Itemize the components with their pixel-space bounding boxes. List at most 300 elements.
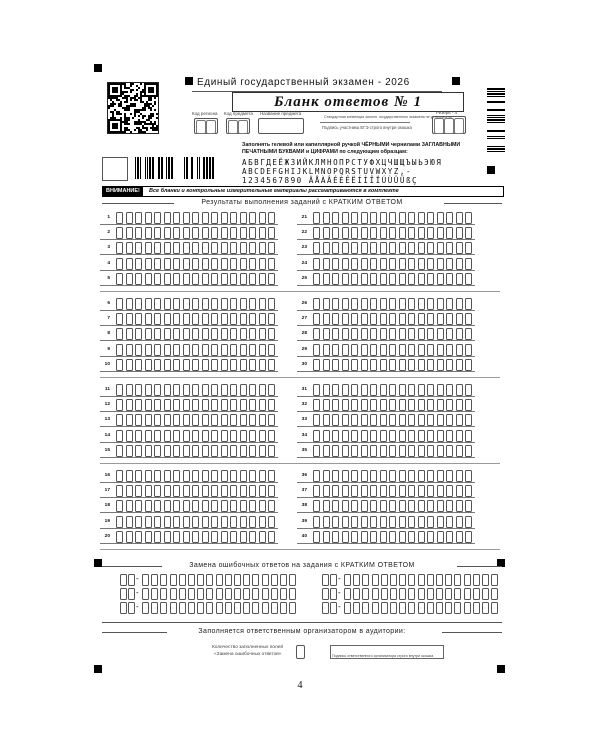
replacement-cell[interactable] — [289, 588, 296, 600]
answer-cell[interactable] — [342, 273, 349, 285]
answer-cell[interactable] — [323, 359, 330, 371]
answer-cell[interactable] — [465, 273, 472, 285]
answer-cell[interactable] — [135, 212, 142, 224]
answer-cell[interactable] — [427, 313, 434, 325]
answer-cell[interactable] — [465, 359, 472, 371]
answer-cell[interactable] — [192, 399, 199, 411]
answer-cell[interactable] — [437, 500, 444, 512]
answer-cell[interactable] — [342, 344, 349, 356]
answer-cell[interactable] — [456, 273, 463, 285]
answer-cell[interactable] — [313, 531, 320, 543]
answer-cell[interactable] — [268, 227, 275, 239]
answer-cell[interactable] — [418, 273, 425, 285]
answer-cell[interactable] — [126, 414, 133, 426]
replacement-cell[interactable] — [390, 588, 397, 600]
replacement-cell[interactable] — [353, 588, 360, 600]
answer-cell[interactable] — [268, 273, 275, 285]
answer-cell[interactable] — [408, 500, 415, 512]
answer-cell[interactable] — [268, 500, 275, 512]
answer-cell[interactable] — [399, 359, 406, 371]
answer-cell[interactable] — [221, 399, 228, 411]
answer-cell[interactable] — [230, 242, 237, 254]
answer-cell[interactable] — [437, 384, 444, 396]
answer-cell[interactable] — [427, 531, 434, 543]
answer-cell[interactable] — [183, 516, 190, 528]
answer-cell[interactable] — [427, 399, 434, 411]
answer-cell[interactable] — [173, 298, 180, 310]
answer-cell[interactable] — [268, 359, 275, 371]
answer-cell[interactable] — [389, 258, 396, 270]
answer-cell[interactable] — [370, 445, 377, 457]
answer-cell[interactable] — [313, 500, 320, 512]
answer-cell[interactable] — [418, 430, 425, 442]
answer-cell[interactable] — [351, 500, 358, 512]
answer-cell[interactable] — [380, 531, 387, 543]
answer-cell[interactable] — [145, 273, 152, 285]
answer-cell[interactable] — [323, 273, 330, 285]
replacement-cell[interactable] — [399, 602, 406, 614]
answer-cell[interactable] — [173, 430, 180, 442]
answer-cell[interactable] — [116, 227, 123, 239]
answer-cell[interactable] — [427, 516, 434, 528]
answer-cell[interactable] — [465, 258, 472, 270]
answer-cell[interactable] — [342, 430, 349, 442]
replacement-cell[interactable] — [418, 588, 425, 600]
answer-cell[interactable] — [380, 227, 387, 239]
answer-cell[interactable] — [456, 227, 463, 239]
answer-cell[interactable] — [202, 470, 209, 482]
answer-cell[interactable] — [202, 212, 209, 224]
answer-cell[interactable] — [240, 445, 247, 457]
answer-cell[interactable] — [332, 516, 339, 528]
answer-cell[interactable] — [342, 242, 349, 254]
answer-cell[interactable] — [465, 212, 472, 224]
answer-cell[interactable] — [230, 445, 237, 457]
answer-cell[interactable] — [268, 531, 275, 543]
answer-cell[interactable] — [380, 273, 387, 285]
answer-cell[interactable] — [456, 531, 463, 543]
answer-cell[interactable] — [437, 273, 444, 285]
answer-cell[interactable] — [399, 384, 406, 396]
answer-cell[interactable] — [437, 227, 444, 239]
answer-cell[interactable] — [221, 445, 228, 457]
answer-cell[interactable] — [164, 531, 171, 543]
answer-cell[interactable] — [173, 273, 180, 285]
answer-cell[interactable] — [154, 516, 161, 528]
answer-cell[interactable] — [418, 227, 425, 239]
answer-cell[interactable] — [249, 384, 256, 396]
answer-cell[interactable] — [437, 485, 444, 497]
answer-cell[interactable] — [116, 328, 123, 340]
answer-cell[interactable] — [427, 328, 434, 340]
replacement-number-cell[interactable] — [128, 574, 135, 586]
answer-cell[interactable] — [268, 328, 275, 340]
answer-cell[interactable] — [202, 242, 209, 254]
answer-cell[interactable] — [154, 242, 161, 254]
answer-cell[interactable] — [240, 531, 247, 543]
answer-cell[interactable] — [126, 500, 133, 512]
answer-cell[interactable] — [313, 258, 320, 270]
answer-cell[interactable] — [183, 212, 190, 224]
answer-cell[interactable] — [361, 242, 368, 254]
answer-cell[interactable] — [116, 344, 123, 356]
replacement-cell[interactable] — [445, 588, 452, 600]
replacement-cell[interactable] — [399, 588, 406, 600]
answer-cell[interactable] — [427, 445, 434, 457]
answer-cell[interactable] — [456, 359, 463, 371]
answer-cell[interactable] — [370, 227, 377, 239]
answer-cell[interactable] — [173, 344, 180, 356]
answer-cell[interactable] — [399, 531, 406, 543]
answer-cell[interactable] — [370, 430, 377, 442]
replacement-cell[interactable] — [381, 602, 388, 614]
replacement-cell[interactable] — [408, 574, 415, 586]
replacement-number-cell[interactable] — [322, 602, 329, 614]
answer-cell[interactable] — [173, 445, 180, 457]
answer-cell[interactable] — [192, 384, 199, 396]
replacement-cell[interactable] — [289, 602, 296, 614]
answer-cell[interactable] — [427, 212, 434, 224]
answer-cell[interactable] — [164, 384, 171, 396]
replacement-cell[interactable] — [482, 574, 489, 586]
answer-cell[interactable] — [323, 500, 330, 512]
answer-cell[interactable] — [380, 328, 387, 340]
answer-cell[interactable] — [332, 414, 339, 426]
answer-cell[interactable] — [202, 445, 209, 457]
answer-cell[interactable] — [456, 344, 463, 356]
answer-cell[interactable] — [313, 227, 320, 239]
answer-cell[interactable] — [408, 531, 415, 543]
answer-cell[interactable] — [154, 414, 161, 426]
answer-cell[interactable] — [221, 516, 228, 528]
answer-cell[interactable] — [465, 414, 472, 426]
answer-cell[interactable] — [418, 328, 425, 340]
answer-cell[interactable] — [211, 212, 218, 224]
answer-cell[interactable] — [192, 500, 199, 512]
answer-cell[interactable] — [154, 298, 161, 310]
answer-cell[interactable] — [389, 516, 396, 528]
answer-cell[interactable] — [230, 328, 237, 340]
answer-cell[interactable] — [211, 399, 218, 411]
answer-cell[interactable] — [351, 298, 358, 310]
answer-cell[interactable] — [154, 344, 161, 356]
replacement-cell[interactable] — [362, 574, 369, 586]
answer-cell[interactable] — [332, 258, 339, 270]
answer-cell[interactable] — [361, 359, 368, 371]
answer-cell[interactable] — [380, 500, 387, 512]
answer-cell[interactable] — [268, 242, 275, 254]
answer-cell[interactable] — [211, 384, 218, 396]
answer-cell[interactable] — [389, 485, 396, 497]
answer-cell[interactable] — [135, 500, 142, 512]
answer-cell[interactable] — [342, 531, 349, 543]
answer-cell[interactable] — [456, 384, 463, 396]
replacement-cell[interactable] — [280, 574, 287, 586]
answer-cell[interactable] — [116, 399, 123, 411]
answer-cell[interactable] — [126, 344, 133, 356]
answer-cell[interactable] — [249, 313, 256, 325]
replacement-cell[interactable] — [436, 602, 443, 614]
answer-cell[interactable] — [427, 359, 434, 371]
answer-cell[interactable] — [221, 258, 228, 270]
answer-cell[interactable] — [202, 384, 209, 396]
answer-cell[interactable] — [351, 258, 358, 270]
replacement-cell[interactable] — [390, 574, 397, 586]
answer-cell[interactable] — [446, 500, 453, 512]
answer-cell[interactable] — [145, 414, 152, 426]
answer-cell[interactable] — [389, 430, 396, 442]
answer-cell[interactable] — [126, 470, 133, 482]
answer-cell[interactable] — [126, 313, 133, 325]
answer-cell[interactable] — [154, 227, 161, 239]
answer-cell[interactable] — [399, 344, 406, 356]
answer-cell[interactable] — [332, 485, 339, 497]
answer-cell[interactable] — [183, 359, 190, 371]
answer-cell[interactable] — [361, 298, 368, 310]
answer-cell[interactable] — [126, 430, 133, 442]
replacement-cell[interactable] — [473, 602, 480, 614]
answer-cell[interactable] — [332, 212, 339, 224]
answer-cell[interactable] — [211, 485, 218, 497]
answer-cell[interactable] — [173, 227, 180, 239]
answer-cell[interactable] — [249, 414, 256, 426]
replacement-cell[interactable] — [464, 574, 471, 586]
answer-cell[interactable] — [361, 485, 368, 497]
answer-cell[interactable] — [202, 531, 209, 543]
answer-cell[interactable] — [268, 212, 275, 224]
answer-cell[interactable] — [342, 298, 349, 310]
answer-cell[interactable] — [259, 212, 266, 224]
answer-cell[interactable] — [173, 359, 180, 371]
answer-cell[interactable] — [446, 531, 453, 543]
answer-cell[interactable] — [154, 313, 161, 325]
answer-cell[interactable] — [211, 273, 218, 285]
replacement-cell[interactable] — [427, 588, 434, 600]
replacement-cell[interactable] — [160, 574, 167, 586]
answer-cell[interactable] — [221, 485, 228, 497]
replacement-cell[interactable] — [473, 588, 480, 600]
answer-cell[interactable] — [221, 242, 228, 254]
answer-cell[interactable] — [259, 242, 266, 254]
answer-cell[interactable] — [259, 258, 266, 270]
answer-cell[interactable] — [126, 212, 133, 224]
answer-cell[interactable] — [418, 414, 425, 426]
replacement-cell[interactable] — [252, 574, 259, 586]
answer-cell[interactable] — [456, 470, 463, 482]
answer-cell[interactable] — [437, 531, 444, 543]
answer-cell[interactable] — [259, 273, 266, 285]
answer-cell[interactable] — [230, 212, 237, 224]
replacement-cell[interactable] — [234, 574, 241, 586]
answer-cell[interactable] — [437, 414, 444, 426]
answer-cell[interactable] — [370, 399, 377, 411]
answer-cell[interactable] — [332, 298, 339, 310]
replacement-cell[interactable] — [243, 574, 250, 586]
answer-cell[interactable] — [399, 328, 406, 340]
answer-cell[interactable] — [399, 399, 406, 411]
answer-cell[interactable] — [465, 516, 472, 528]
answer-cell[interactable] — [351, 516, 358, 528]
answer-cell[interactable] — [446, 328, 453, 340]
answer-cell[interactable] — [456, 399, 463, 411]
answer-cell[interactable] — [342, 516, 349, 528]
answer-cell[interactable] — [259, 328, 266, 340]
answer-cell[interactable] — [313, 399, 320, 411]
answer-cell[interactable] — [240, 414, 247, 426]
answer-cell[interactable] — [313, 344, 320, 356]
count-field[interactable] — [296, 645, 305, 659]
answer-cell[interactable] — [145, 485, 152, 497]
answer-cell[interactable] — [145, 470, 152, 482]
replacement-cell[interactable] — [151, 574, 158, 586]
answer-cell[interactable] — [408, 485, 415, 497]
answer-cell[interactable] — [361, 328, 368, 340]
answer-cell[interactable] — [456, 298, 463, 310]
answer-cell[interactable] — [211, 531, 218, 543]
answer-cell[interactable] — [323, 313, 330, 325]
answer-cell[interactable] — [192, 328, 199, 340]
answer-cell[interactable] — [145, 500, 152, 512]
answer-cell[interactable] — [427, 430, 434, 442]
answer-cell[interactable] — [446, 470, 453, 482]
answer-cell[interactable] — [437, 359, 444, 371]
answer-cell[interactable] — [268, 384, 275, 396]
replacement-cell[interactable] — [353, 602, 360, 614]
answer-cell[interactable] — [418, 242, 425, 254]
answer-cell[interactable] — [268, 258, 275, 270]
answer-cell[interactable] — [259, 516, 266, 528]
answer-cell[interactable] — [361, 384, 368, 396]
answer-cell[interactable] — [173, 500, 180, 512]
answer-cell[interactable] — [389, 212, 396, 224]
replacement-cell[interactable] — [197, 602, 204, 614]
replacement-cell[interactable] — [160, 602, 167, 614]
answer-cell[interactable] — [323, 242, 330, 254]
replacement-cell[interactable] — [381, 574, 388, 586]
replacement-cell[interactable] — [262, 588, 269, 600]
replacement-cell[interactable] — [372, 574, 379, 586]
answer-cell[interactable] — [408, 399, 415, 411]
replacement-cell[interactable] — [482, 588, 489, 600]
answer-cell[interactable] — [173, 531, 180, 543]
answer-cell[interactable] — [164, 227, 171, 239]
answer-cell[interactable] — [183, 242, 190, 254]
replacement-cell[interactable] — [271, 602, 278, 614]
answer-cell[interactable] — [408, 384, 415, 396]
answer-cell[interactable] — [211, 313, 218, 325]
answer-cell[interactable] — [221, 414, 228, 426]
answer-cell[interactable] — [456, 430, 463, 442]
answer-cell[interactable] — [230, 384, 237, 396]
replacement-cell[interactable] — [436, 588, 443, 600]
answer-cell[interactable] — [240, 359, 247, 371]
answer-cell[interactable] — [399, 212, 406, 224]
answer-cell[interactable] — [116, 359, 123, 371]
replacement-cell[interactable] — [289, 574, 296, 586]
answer-cell[interactable] — [145, 258, 152, 270]
answer-cell[interactable] — [456, 485, 463, 497]
answer-cell[interactable] — [211, 242, 218, 254]
answer-cell[interactable] — [202, 313, 209, 325]
answer-cell[interactable] — [192, 485, 199, 497]
answer-cell[interactable] — [154, 384, 161, 396]
answer-cell[interactable] — [259, 414, 266, 426]
answer-cell[interactable] — [323, 445, 330, 457]
answer-cell[interactable] — [145, 242, 152, 254]
answer-cell[interactable] — [332, 359, 339, 371]
answer-cell[interactable] — [202, 273, 209, 285]
answer-cell[interactable] — [427, 242, 434, 254]
answer-cell[interactable] — [370, 313, 377, 325]
answer-cell[interactable] — [135, 470, 142, 482]
answer-cell[interactable] — [116, 298, 123, 310]
answer-cell[interactable] — [259, 227, 266, 239]
answer-cell[interactable] — [183, 384, 190, 396]
answer-cell[interactable] — [389, 344, 396, 356]
answer-cell[interactable] — [249, 500, 256, 512]
answer-cell[interactable] — [370, 485, 377, 497]
answer-cell[interactable] — [249, 298, 256, 310]
answer-cell[interactable] — [446, 359, 453, 371]
answer-cell[interactable] — [380, 344, 387, 356]
answer-cell[interactable] — [427, 344, 434, 356]
answer-cell[interactable] — [135, 531, 142, 543]
answer-cell[interactable] — [456, 516, 463, 528]
answer-cell[interactable] — [259, 384, 266, 396]
answer-cell[interactable] — [164, 500, 171, 512]
answer-cell[interactable] — [351, 399, 358, 411]
answer-cell[interactable] — [456, 258, 463, 270]
answer-cell[interactable] — [173, 485, 180, 497]
answer-cell[interactable] — [427, 500, 434, 512]
replacement-cell[interactable] — [445, 574, 452, 586]
answer-cell[interactable] — [332, 430, 339, 442]
answer-cell[interactable] — [361, 516, 368, 528]
answer-cell[interactable] — [351, 485, 358, 497]
replacement-cell[interactable] — [399, 574, 406, 586]
answer-cell[interactable] — [268, 430, 275, 442]
answer-cell[interactable] — [313, 242, 320, 254]
answer-cell[interactable] — [389, 445, 396, 457]
answer-cell[interactable] — [164, 313, 171, 325]
answer-cell[interactable] — [173, 313, 180, 325]
answer-cell[interactable] — [418, 384, 425, 396]
answer-cell[interactable] — [465, 485, 472, 497]
answer-cell[interactable] — [192, 531, 199, 543]
answer-cell[interactable] — [116, 430, 123, 442]
answer-cell[interactable] — [202, 399, 209, 411]
answer-cell[interactable] — [446, 258, 453, 270]
replacement-cell[interactable] — [160, 588, 167, 600]
reserve-field[interactable] — [432, 116, 466, 134]
replacement-cell[interactable] — [234, 588, 241, 600]
answer-cell[interactable] — [446, 313, 453, 325]
answer-cell[interactable] — [351, 445, 358, 457]
answer-cell[interactable] — [342, 445, 349, 457]
answer-cell[interactable] — [202, 258, 209, 270]
answer-cell[interactable] — [221, 298, 228, 310]
answer-cell[interactable] — [259, 485, 266, 497]
answer-cell[interactable] — [259, 298, 266, 310]
answer-cell[interactable] — [164, 430, 171, 442]
replacement-cell[interactable] — [170, 574, 177, 586]
answer-cell[interactable] — [145, 328, 152, 340]
answer-cell[interactable] — [313, 516, 320, 528]
answer-cell[interactable] — [399, 258, 406, 270]
answer-cell[interactable] — [135, 328, 142, 340]
replacement-cell[interactable] — [454, 602, 461, 614]
answer-cell[interactable] — [465, 445, 472, 457]
